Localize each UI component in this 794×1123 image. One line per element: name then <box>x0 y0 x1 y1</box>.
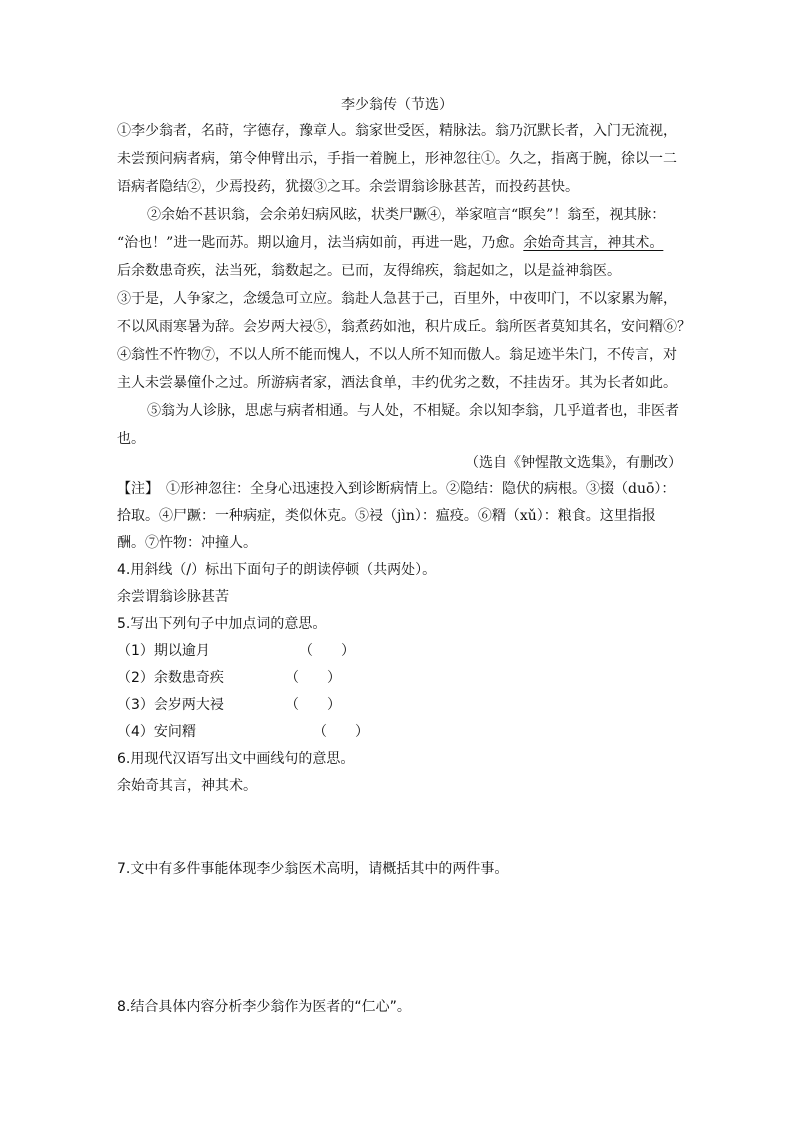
passage-line: 语病者隐结②，少焉投药，犹掇③之耳。余尝谓翁诊脉甚苦，而投药甚快。 <box>117 179 579 195</box>
passage-line: ④翁性不忤物⑦，不以人所不能而愧人，不以人所不知而傲人。翁足迹半朱门，不传言，对 <box>117 347 677 363</box>
passage-line <box>117 230 687 256</box>
source-citation: （选自《钟惺散文选集》，有删改） <box>465 455 682 471</box>
item-label: （3）会岁两大祲 <box>117 697 224 713</box>
question-5-item <box>117 719 687 745</box>
underlined-sentence: 余始奇其言，神其术。 <box>523 235 664 251</box>
question-5-item <box>117 665 687 691</box>
answer-blank[interactable]: （ ） <box>285 670 341 686</box>
passage-line: ③于是，人争家之，念缓急可立应。翁赴人急甚于己，百里外，中夜叩门，不以家累为解， <box>117 291 677 307</box>
question-8-prompt: 8.结合具体内容分析李少翁作为医者的“仁心”。 <box>117 999 411 1015</box>
note-line: 【注】 ①形神忽往：全身心迅速投入到诊断病情上。②隐结：隐伏的病根。③掇（duō）： <box>117 481 676 497</box>
question-4-sentence: 余尝谓翁诊脉甚苦 <box>117 589 229 605</box>
note-line: 酬。⑦忤物：冲撞人。 <box>117 535 257 551</box>
question-5-item <box>117 638 687 664</box>
passage-line: ⑤翁为人诊脉，思虑与病者相通。与人处，不相疑。余以知李翁，几乎道者也，非医者 <box>147 403 679 419</box>
question-6-prompt: 6.用现代汉语写出文中画线句的意思。 <box>117 751 355 767</box>
question-4-prompt: 4.用斜线（/）标出下面句子的朗读停顿（共两处）。 <box>117 562 437 578</box>
question-5-prompt: 5.写出下列句子中加点词的意思。 <box>117 616 327 632</box>
passage-line: 也。 <box>117 431 145 447</box>
item-label: （1）期以逾月 <box>117 643 210 659</box>
passage-line: 主人未尝暴僮仆之过。所游病者家，酒法食单，丰约优劣之数，不挂齿牙。其为长者如此。 <box>117 375 677 391</box>
passage-text: “治也！”进一匙而苏。期以逾月，法当病如前，再进一匙，乃愈。 <box>117 235 524 251</box>
answer-blank[interactable]: （ ） <box>299 643 355 659</box>
passage-line: 未尝预问病者病，第令伸臂出示，手指一着腕上，形神忽往①。久之，指离于腕，徐以一二 <box>117 151 677 167</box>
question-5-item <box>117 692 687 718</box>
passage-title: 李少翁传（节选） <box>341 97 453 113</box>
item-label: （2）余数患奇疾 <box>117 670 224 686</box>
item-label: （4）安问糈 <box>117 724 196 740</box>
passage-line: 不以风雨寒暑为辞。会岁两大祲⑤，翁煮药如池，积片成丘。翁所医者莫知其名，安问糈⑥？ <box>117 319 691 335</box>
answer-blank[interactable]: （ ） <box>313 724 369 740</box>
question-7-prompt: 7.文中有多件事能体现李少翁医术高明，请概括其中的两件事。 <box>117 861 509 877</box>
passage-line: ②余始不甚识翁，会余弟妇病风眩，状类尸蹶④，举家喧言“瞑矣”！翁至，视其脉： <box>147 207 666 223</box>
answer-blank[interactable]: （ ） <box>285 697 341 713</box>
passage-line: ①李少翁者，名莳，字德存，豫章人。翁家世受医，精脉法。翁乃沉默长者，入门无流视， <box>117 123 677 139</box>
passage-line: 后余数患奇疾，法当死，翁数起之。已而，友得绵疾，翁起如之，以是益神翁医。 <box>117 263 621 279</box>
question-6-sentence: 余始奇其言，神其术。 <box>117 778 257 794</box>
note-line: 拾取。④尸蹶：一种病症，类似休克。⑤祲（jìn）：瘟疫。⑥糈（xǔ）：粮食。这里指报 <box>117 508 656 524</box>
